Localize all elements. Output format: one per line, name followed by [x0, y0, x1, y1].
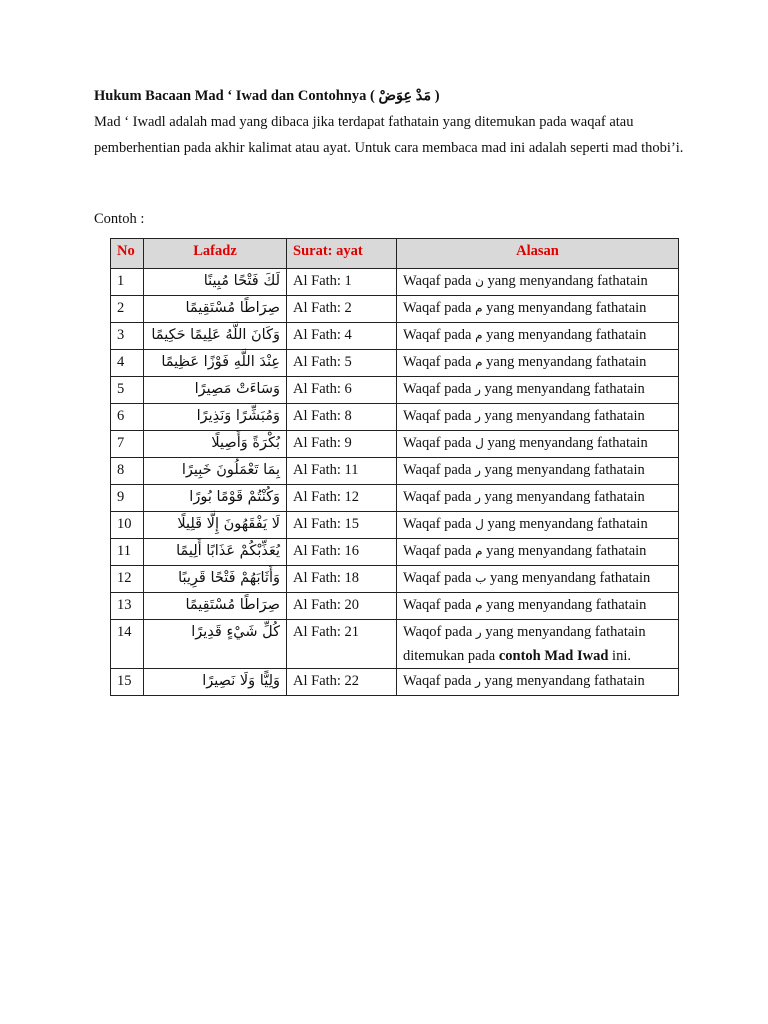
cell-no: 14	[111, 620, 144, 669]
table-header-row	[111, 239, 679, 269]
reason-suffix: yang menyandang fathatain	[490, 570, 651, 586]
cell-alasan	[397, 458, 679, 485]
table-row	[111, 539, 679, 566]
cell-surat-ayat: Al Fath: 4	[287, 323, 397, 350]
reason-letter: م	[475, 598, 483, 612]
cell-no: 8	[111, 458, 144, 485]
cell-surat-ayat: Al Fath: 16	[287, 539, 397, 566]
reason-prefix: Waqaf pada	[403, 381, 472, 397]
reason-prefix: Waqof pada	[403, 624, 473, 640]
table-row	[111, 350, 679, 377]
reason-prefix: Waqaf pada	[403, 408, 472, 424]
cell-alasan	[397, 404, 679, 431]
table-row	[111, 620, 679, 669]
cell-lafadz: وَمُبَشِّرًا وَنَذِيرًا	[144, 404, 287, 431]
reason-letter: م	[475, 544, 483, 558]
reason-prefix: Waqaf pada	[403, 327, 472, 343]
cell-surat-ayat: Al Fath: 20	[287, 593, 397, 620]
reason-suffix: yang menyandang fathatain	[486, 543, 647, 559]
cell-lafadz: وَسَاءَتْ مَصِيرًا	[144, 377, 287, 404]
reason-letter: ل	[475, 517, 484, 531]
reason-prefix: Waqaf pada	[403, 516, 472, 532]
cell-no: 15	[111, 669, 144, 696]
reason-suffix: yang menyandang fathatain	[486, 597, 647, 613]
reason-prefix: Waqaf pada	[403, 273, 472, 289]
reason-letter: م	[475, 301, 483, 315]
reason-letter: ر	[475, 463, 481, 477]
cell-no: 13	[111, 593, 144, 620]
cell-no: 7	[111, 431, 144, 458]
cell-lafadz: وَكُنْتُمْ قَوْمًا بُورًا	[144, 485, 287, 512]
cell-surat-ayat: Al Fath: 15	[287, 512, 397, 539]
cell-alasan	[397, 350, 679, 377]
table-row	[111, 323, 679, 350]
cell-alasan	[397, 620, 679, 669]
reason-extra-bold: contoh Mad Iwad	[498, 648, 609, 664]
table-row	[111, 296, 679, 323]
reason-suffix: yang menyandang fathatain	[485, 624, 646, 640]
cell-alasan	[397, 485, 679, 512]
cell-surat-ayat: Al Fath: 2	[287, 296, 397, 323]
cell-alasan	[397, 512, 679, 539]
cell-no: 12	[111, 566, 144, 593]
reason-suffix: yang menyandang fathatain	[487, 516, 648, 532]
cell-lafadz: صِرَاطًا مُسْتَقِيمًا	[144, 296, 287, 323]
cell-alasan	[397, 566, 679, 593]
cell-surat-ayat: Al Fath: 18	[287, 566, 397, 593]
cell-alasan	[397, 669, 679, 696]
reason-letter: م	[475, 328, 483, 342]
table-row	[111, 404, 679, 431]
cell-surat-ayat: Al Fath: 6	[287, 377, 397, 404]
table-row	[111, 458, 679, 485]
table-row	[111, 269, 679, 296]
cell-surat-ayat: Al Fath: 12	[287, 485, 397, 512]
table-row	[111, 566, 679, 593]
table-row	[111, 512, 679, 539]
cell-no: 2	[111, 296, 144, 323]
table-row	[111, 669, 679, 696]
reason-suffix: yang menyandang fathatain	[486, 354, 647, 370]
cell-lafadz: لَكَ فَتْحًا مُبِينًا	[144, 269, 287, 296]
cell-no: 3	[111, 323, 144, 350]
cell-no: 9	[111, 485, 144, 512]
intro-paragraph: Mad ‘ Iwadl adalah mad yang dibaca jika terdapat fathatain yang ditemukan pada waqaf atau pemberhentian pada akhir kalimat atau ayat. Untuk cara membaca mad ini adalah seperti mad thobi’i.	[94, 114, 684, 156]
contoh-label: Contoh :	[94, 211, 145, 227]
reason-suffix: yang menyandang fathatain	[484, 381, 645, 397]
header-surat-ayat: Surat: ayat	[287, 239, 397, 269]
cell-lafadz: يُعَذِّبْكُمْ عَذَابًا أَلِيمًا	[144, 539, 287, 566]
reason-prefix: Waqaf pada	[403, 543, 472, 559]
cell-no: 11	[111, 539, 144, 566]
table-row	[111, 485, 679, 512]
reason-suffix: yang menyandang fathatain	[486, 327, 647, 343]
reason-letter: ن	[475, 274, 484, 288]
cell-alasan	[397, 593, 679, 620]
reason-prefix: Waqaf pada	[403, 354, 472, 370]
table-body	[111, 269, 679, 696]
document-title: Hukum Bacaan Mad ‘ Iwad dan Contohnya ( مَدْ عِوَضْ )	[94, 88, 440, 104]
reason-prefix: Waqaf pada	[403, 597, 472, 613]
reason-suffix: yang menyandang fathatain	[484, 489, 645, 505]
reason-letter: ر	[475, 490, 481, 504]
reason-prefix: Waqaf pada	[403, 673, 472, 689]
reason-letter: ر	[475, 674, 481, 688]
cell-lafadz: وَلِيًّا وَلَا نَصِيرًا	[144, 669, 287, 696]
cell-lafadz: صِرَاطًا مُسْتَقِيمًا	[144, 593, 287, 620]
reason-prefix: Waqaf pada	[403, 570, 472, 586]
cell-lafadz: وَكَانَ اللَّهُ عَلِيمًا حَكِيمًا	[144, 323, 287, 350]
reason-letter: ر	[475, 382, 481, 396]
cell-surat-ayat: Al Fath: 8	[287, 404, 397, 431]
cell-lafadz: بُكْرَةً وَأَصِيلًا	[144, 431, 287, 458]
reason-suffix: yang menyandang fathatain	[484, 673, 645, 689]
cell-no: 1	[111, 269, 144, 296]
header-alasan: Alasan	[397, 239, 679, 269]
header-lafadz: Lafadz	[144, 239, 287, 269]
reason-suffix: yang menyandang fathatain	[487, 435, 648, 451]
cell-alasan	[397, 296, 679, 323]
cell-lafadz: بِمَا تَعْمَلُونَ خَبِيرًا	[144, 458, 287, 485]
cell-surat-ayat: Al Fath: 5	[287, 350, 397, 377]
cell-no: 5	[111, 377, 144, 404]
header-no: No	[111, 239, 144, 269]
reason-letter: ر	[475, 625, 482, 639]
table-row	[111, 431, 679, 458]
cell-alasan	[397, 431, 679, 458]
reason-suffix: yang menyandang fathatain	[484, 408, 645, 424]
table-row	[111, 593, 679, 620]
cell-alasan	[397, 323, 679, 350]
cell-alasan	[397, 269, 679, 296]
cell-lafadz: وَأَثَابَهُمْ فَتْحًا قَرِيبًا	[144, 566, 287, 593]
reason-letter: ر	[475, 409, 481, 423]
reason-suffix: yang menyandang fathatain	[487, 273, 648, 289]
cell-no: 10	[111, 512, 144, 539]
reason-prefix: Waqaf pada	[403, 462, 472, 478]
cell-lafadz: عِنْدَ اللَّهِ فَوْزًا عَظِيمًا	[144, 350, 287, 377]
cell-lafadz: كُلِّ شَيْءٍ قَدِيرًا	[144, 620, 287, 669]
cell-alasan	[397, 539, 679, 566]
reason-prefix: Waqaf pada	[403, 300, 472, 316]
cell-surat-ayat: Al Fath: 9	[287, 431, 397, 458]
cell-no: 6	[111, 404, 144, 431]
table-row	[111, 377, 679, 404]
reason-letter: م	[475, 355, 483, 369]
cell-surat-ayat: Al Fath: 21	[287, 620, 397, 669]
cell-alasan	[397, 377, 679, 404]
reason-suffix: yang menyandang fathatain	[484, 462, 645, 478]
reason-letter: ل	[475, 436, 484, 450]
reason-suffix: yang menyandang fathatain	[486, 300, 647, 316]
cell-lafadz: لَا يَفْقَهُونَ إِلَّا قَلِيلًا	[144, 512, 287, 539]
cell-surat-ayat: Al Fath: 22	[287, 669, 397, 696]
cell-no: 4	[111, 350, 144, 377]
cell-surat-ayat: Al Fath: 11	[287, 458, 397, 485]
reason-prefix: Waqaf pada	[403, 489, 472, 505]
reason-extra-prefix: ditemukan pada	[403, 648, 496, 664]
reason-extra-suffix: ini.	[612, 648, 631, 664]
reason-prefix: Waqaf pada	[403, 435, 472, 451]
mad-iwad-table	[110, 238, 679, 696]
cell-surat-ayat: Al Fath: 1	[287, 269, 397, 296]
reason-letter: ب	[475, 571, 487, 585]
